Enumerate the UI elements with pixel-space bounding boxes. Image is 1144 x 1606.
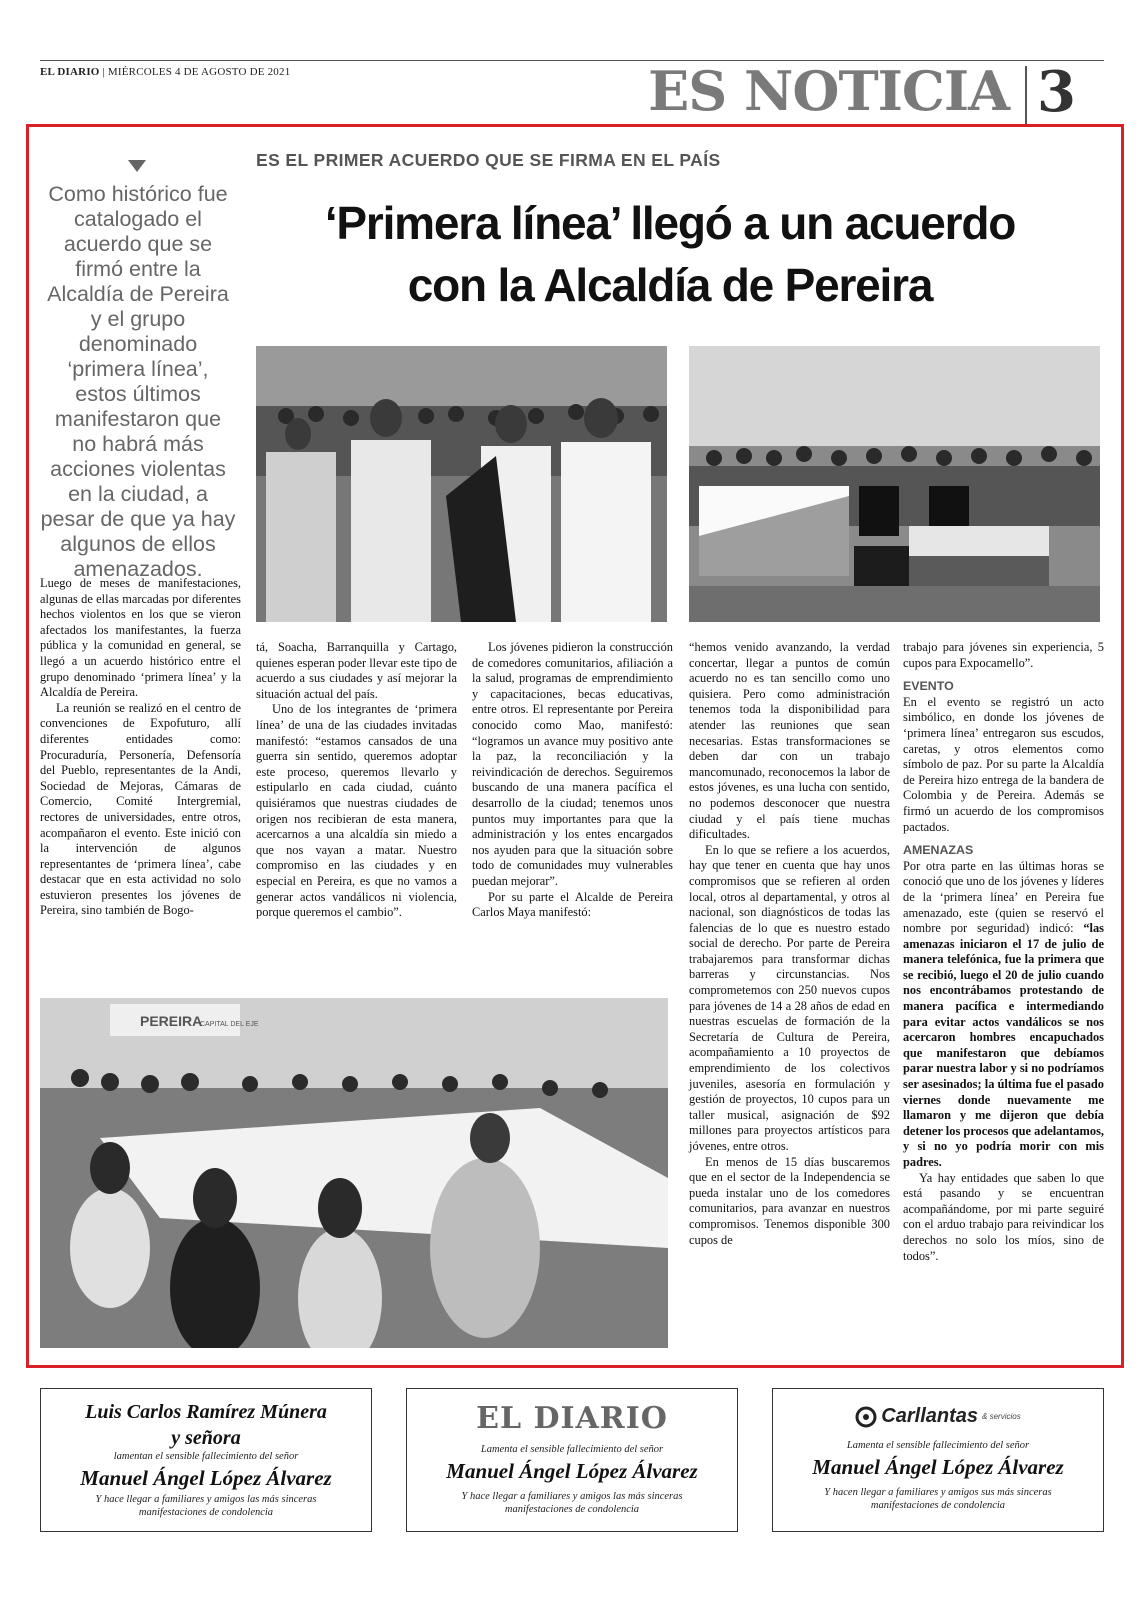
brand-subtitle: & servicios [982,1412,1021,1421]
obituary-ad-3 [772,1388,1104,1532]
ad-lament: lamentan el sensible fallecimiento del señor [113,1451,299,1462]
photo-ceremony [256,346,667,622]
paragraph: trabajo para jóvenes sin experiencia, 5 cupos para Expocamello”. [903,640,1104,670]
subhead-amenazas: AMENAZAS [903,843,974,858]
section-header [648,60,1076,124]
photo-meeting-graphic [40,998,668,1348]
ad-deceased-name: Manuel Ángel López Álvarez [446,1459,698,1483]
photo-banner-subtext: CAPITAL DEL EJE [200,1021,259,1028]
brand-name: Carllantas [881,1405,979,1427]
ad-sender-line-1: Luis Carlos Ramírez Múnera [85,1401,327,1423]
carllantas-logo [773,1405,1103,1428]
obituary-ad-1 [40,1388,372,1532]
ad-lament: Lamenta el sensible fallecimiento del señor [480,1444,664,1455]
ad-lament: Lamenta el sensible fallecimiento del señor [846,1440,1030,1451]
photo-ceremony-graphic [256,346,667,622]
paragraph: Los jóvenes pidieron la construcción de comedores comunitarios, afiliación a la salud, programas de emprendimiento y capacitaciones, becas educativas, entre otros. El representante por Pereira conocido como Mao, manifestó: “logramos un avance muy positivo ante la paz, la reconciliación y la reivindicación de derechos. Seguiremos buscando de una manera pacífica el desarrollo de la ciudad; tenemos unos puntos muy importantes para que la administración y los entes encargados nos ayuden para que la situación sobre todo de comunidades muy vulnerables puedan mejorar”. [472,640,673,888]
ad-condolence: Y hace llegar a familiares y amigos las más sinceras manifestaciones de condolencia [461,1491,683,1515]
article-dek: Como histórico fue catalogado el acuerdo que se firmó entre la Alcaldía de Pereira y el grupo denominado ‘primera línea’, estos últimos manifestaron que no habrá más acciones violentas en la ciudad, a pesar de que ya hay algunos de ellos amenazados. [40,182,236,581]
article-kicker: ES EL PRIMER ACUERDO QUE SE FIRMA EN EL PAÍS [256,150,721,170]
text-column-4 [689,640,890,1248]
paragraph: En lo que se refiere a los acuerdos, hay que tener en cuenta que hay unos compromisos que se refieren al orden local, otros al departamental, y otros al nacional, son diagnósticos de todas las falencias de lo que es nuestro estado social de derecho. Por parte de Pereira trabajaremos para transformar dichas barreras y circunstancias. Nos comprometemos con 250 nuevos cupos para jóvenes de 14 a 28 años de edad en nuestras escuelas de formación de la Secretaría de Cultura de Pereira, acompañamiento a 10 proyectos de emprendimiento de los colectivos juveniles, asesoría en formulación y gestión de proyectos, 10 cupos para un taller musical, asignación de $92 millones para proyectos artísticos para jóvenes, entre otros. [689,842,890,1153]
photo-banner-text: PEREIRA [140,1013,203,1029]
text-column-2 [256,640,457,921]
tire-icon [855,1406,877,1428]
headline-line-2: con la Alcaldía de Pereira [407,259,933,311]
ad-condolence: Y hacen llegar a familiares y amigos sus más sinceras manifestaciones de condolencia [824,1487,1052,1511]
paragraph: Por su parte el Alcalde de Pereira Carlos Maya manifestó: [472,889,673,920]
obituary-ad-2 [406,1388,738,1532]
paragraph: tá, Soacha, Barranquilla y Cartago, quienes esperan poder llevar este tipo de acuerdo a sus ciudades y así mejorar la situación actual del país. [256,640,457,701]
masthead-meta [40,66,290,78]
paragraph: En el evento se registró un acto simbólico, en donde los jóvenes de ‘primera línea’ entregaron sus escudos, caretas, y otros elementos como símbolo de paz. Por su parte la Alcaldía de Pereira hizo entrega de la bandera de Colombia y de Pereira. Además se firmó un acuerdo de los compromisos pactados. [903,694,1104,834]
text-column-5 [903,640,1104,1264]
paper-name: EL DIARIO [40,66,100,78]
photo-flags-graphic [689,346,1100,622]
photo-flags [689,346,1100,622]
paragraph: “hemos venido avanzando, la verdad concertar, llegar a puntos de común acuerdo no es tan sencillo como uno quisiera. Pero como administración tenemos toda la disponibilidad para atender las reuniones que sean necesarias. Estas transformaciones se deben dar con un trabajo mancomunado, reconocemos la labor de estos jóvenes, es una lucha con sentido, no podemos desconocer que nuestra ciudad y el país tiene muchas dificultades. [689,640,890,842]
section-name: ES NOTICIA [648,59,1010,123]
el-diario-logo: EL DIARIO [476,1401,668,1436]
paragraph: Uno de los integrantes de ‘primera línea’ de una de las ciudades invitadas manifestó: “estamos cansados de una guerra sin sentido, queremos adoptar este proceso, queremos llevarlo y estipularlo en cada ciudad, cuánto quisiéramos que nuestras ciudades de origen nos recibieran de esta manera, acercarnos a una alcaldía sin miedo a que nos vayan a matar. Nuestro compromiso en las ciudades y en especial en Pereira, es que no vamos a generar actos vandálicos ni violencia, porque queremos el cambio”. [256,702,457,920]
ad-sender-line-2: y señora [171,1427,241,1449]
subhead-evento: EVENTO [903,679,954,694]
paragraph [903,859,1104,1171]
page-number: 3 [1037,59,1076,125]
section-divider [1025,66,1027,124]
ad-condolence: Y hace llegar a familiares y amigos las más sinceras manifestaciones de condolencia [95,1494,317,1518]
ad-deceased-name: Manuel Ángel López Álvarez [812,1455,1064,1479]
paragraph: Luego de meses de manifestaciones, algunas de ellas marcadas por diferentes hechos violentos en los que se vieron afectados los manifestantes, la fuerza pública y la comunidad en general, se llegó a un acuerdo histórico entre el grupo denominado ‘primera línea’ y la Alcaldía de Pereira. [40,576,241,700]
issue-date: MIÉRCOLES 4 DE AGOSTO DE 2021 [107,66,291,78]
text-column-1 [40,576,241,919]
triangle-down-icon [128,160,146,172]
paragraph: En menos de 15 días buscaremos que en el sector de la Independencia se pueda instalar uno de los comedores comunitarios, para avanzar en nuestros compromisos. Tenemos disponible 300 cupos de [689,1154,890,1247]
article-headline [250,192,1090,316]
paragraph: Ya hay entidades que saben lo que está pasando y se encuentran acompañándome, por mi parte seguiré con el arduo trabajo para reivindicar los derechos no solo los míos, sino de todos”. [903,1170,1104,1263]
paragraph: La reunión se realizó en el centro de convenciones de Expofuturo, allí diferentes entidades como: Procuraduría, Personería, Defensoría del Pueblo, representantes de la Andi, Sociedad de Mejoras, Cámaras de Comercio, Comité Intergremial, rectores de universidades, entre otros, acompañaron el evento. Este inició con la intervención de algunos representantes de ‘primera línea’, cabe destacar que en esta actividad no solo estuvieron presentes los jóvenes de Pereira, sino también de Bogo- [40,700,241,918]
paragraph-lead: Por otra parte en las últimas horas se conoció que uno de los jóvenes y líderes de la ‘primera línea’ en Pereira fue amenazado, este (quien se reservó el nombre por seguridad) indicó: [903,858,1104,936]
masthead-separator: | [102,66,105,78]
ad-deceased-name: Manuel Ángel López Álvarez [80,1466,332,1490]
headline-line-1: ‘Primera línea’ llegó a un acuerdo [324,197,1016,249]
quote-bold: “las amenazas iniciaron el 17 de julio de manera telefónica, fue la primera que se recibió, luego el 20 de julio cuando nos encontrábamos protestando de manera pacífica e intermediando para evitar actos vandálicos se nos acercaron hombres encapuchados que manifestaron que debíamos parar nuestra labor y si no podríamos ser asesinados; la última fue el pasado viernes donde nuevamente me llamaron y me dijeron que debía detener los procesos que adelantamos, y si no yo podría morir con mis padres. [903,921,1104,1169]
text-column-3 [472,640,673,921]
photo-meeting [40,998,668,1348]
